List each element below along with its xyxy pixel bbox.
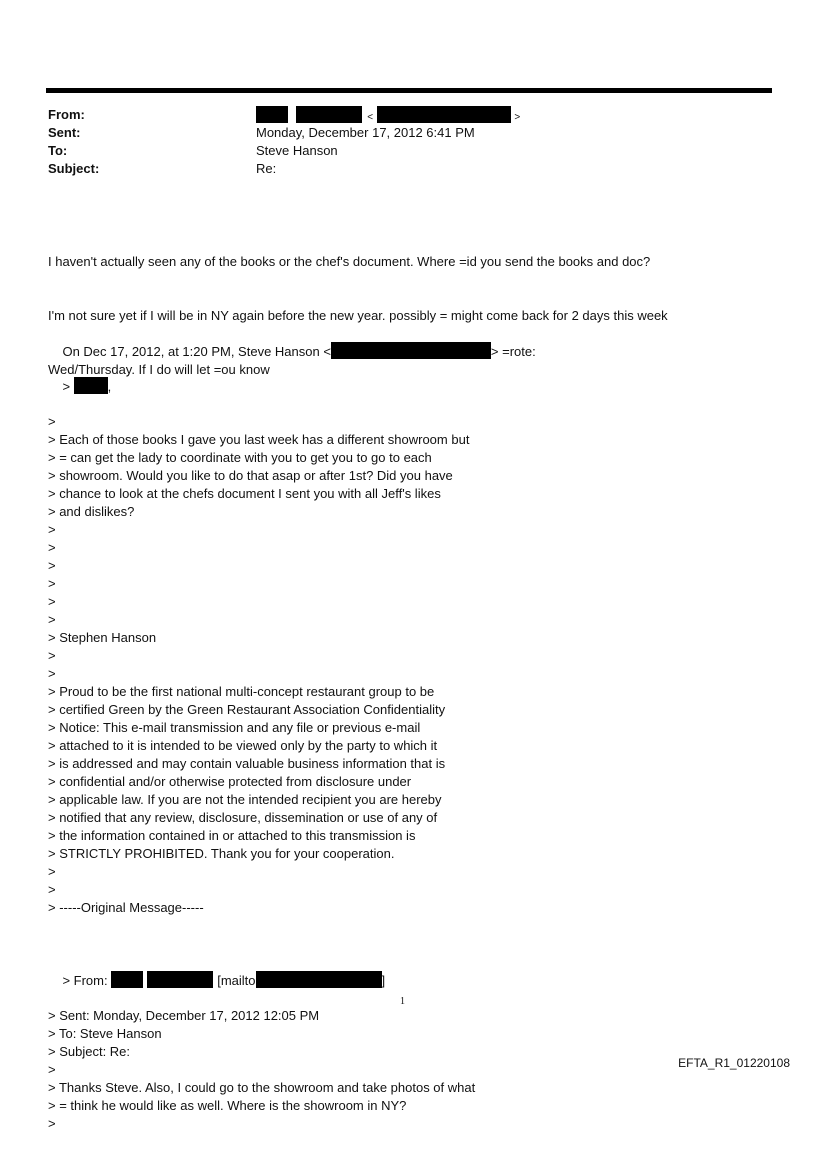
from-close-bracket: > [514, 112, 521, 123]
email-header [48, 106, 748, 182]
quoted-line: > [48, 666, 56, 681]
quoted-line: > Sent: Monday, December 17, 2012 12:05 PM [48, 1008, 320, 1023]
quoted-line: > [48, 612, 56, 627]
quoted-message [48, 323, 475, 1151]
quoted-line: > [48, 1062, 56, 1077]
quoted-line: > showroom. Would you like to do that asap or after 1st? Did you have [48, 468, 453, 483]
quoted-line: > confidential and/or otherwise protected from disclosure under [48, 774, 412, 789]
quoted-line: > Thanks Steve. Also, I could go to the showroom and take photos of what [48, 1080, 476, 1095]
sent-value: Monday, December 17, 2012 6:41 PM [256, 125, 475, 140]
quoted-line: > -----Original Message----- [48, 900, 204, 915]
quoted-lines [48, 1007, 475, 1133]
quoted-line: > [48, 558, 56, 573]
quoted-line: > [48, 864, 56, 879]
redaction-block [147, 971, 213, 988]
quote-intro-suffix: > =rote: [490, 344, 536, 359]
quoted-from-line: > From: [mailto ] [62, 973, 386, 988]
quoted-line: > notified that any review, disclosure, dissemination or use of any of [48, 810, 438, 825]
document-id: EFTA_R1_01220108 [678, 1056, 790, 1070]
quoted-line: > is addressed and may contain valuable business information that is [48, 756, 446, 771]
quoted-greeting: > , [62, 379, 112, 394]
quoted-line: > Subject: Re: [48, 1044, 131, 1059]
quoted-line: > [48, 648, 56, 663]
quoted-line: > applicable law. If you are not the intended recipient you are hereby [48, 792, 442, 807]
redaction-block [256, 971, 382, 988]
quoted-line: > [48, 522, 56, 537]
quoted-line: > attached to it is intended to be viewed only by the party to which it [48, 738, 438, 753]
quoted-line: > STRICTLY PROHIBITED. Thank you for your cooperation. [48, 846, 395, 861]
quoted-line: > Each of those books I gave you last week has a different showroom but [48, 432, 470, 447]
redaction-block [111, 971, 143, 988]
quoted-line: > = think he would like as well. Where is the showroom in NY? [48, 1098, 407, 1113]
quoted-line: > certified Green by the Green Restaurant Association Confidentiality [48, 702, 446, 717]
from-label: From: [48, 107, 85, 122]
message-line: Wed/Thursday. If I do will let =ou know [48, 362, 270, 377]
header-rule [46, 88, 772, 93]
quoted-line: > [48, 576, 56, 591]
mailto-text: [mailto [217, 973, 256, 988]
quoted-line: > chance to look at the chefs document I sent you with all Jeff's likes [48, 486, 441, 501]
message-line: I haven't actually seen any of the books or the chef's document. Where =id you send the books and doc? [48, 254, 651, 269]
quote-intro-text: On Dec 17, 2012, at 1:20 PM, Steve Hanson < [62, 344, 331, 359]
to-value: Steve Hanson [256, 143, 338, 158]
sent-label: Sent: [48, 125, 81, 140]
quoted-line: > [48, 594, 56, 609]
subject-value: Re: [256, 161, 277, 176]
redaction-block [256, 106, 288, 123]
quoted-line: > [48, 414, 56, 429]
to-label: To: [48, 143, 68, 158]
quoted-line: > = can get the lady to coordinate with you to get you to go to each [48, 450, 432, 465]
from-open-bracket: < [367, 112, 374, 123]
quoted-line: > the information contained in or attached to this transmission is [48, 828, 416, 843]
subject-label: Subject: [48, 161, 100, 176]
page-number: 1 [400, 996, 405, 1007]
quoted-line: > Notice: This e-mail transmission and any file or previous e-mail [48, 720, 421, 735]
quoted-lines [48, 413, 475, 917]
quoted-line: > [48, 1116, 56, 1131]
quoted-line: > [48, 540, 56, 555]
quoted-line: > [48, 882, 56, 897]
quoted-line: > Proud to be the first national multi-concept restaurant group to be [48, 684, 435, 699]
redaction-block [74, 377, 108, 394]
quoted-line: > and dislikes? [48, 504, 135, 519]
redaction-block [296, 106, 362, 123]
quoted-line: > Stephen Hanson [48, 630, 157, 645]
quoted-line: > To: Steve Hanson [48, 1026, 162, 1041]
message-line: I'm not sure yet if I will be in NY again before the new year. possibly = might come back for 2 days this week [48, 308, 668, 323]
redaction-block [377, 106, 511, 123]
